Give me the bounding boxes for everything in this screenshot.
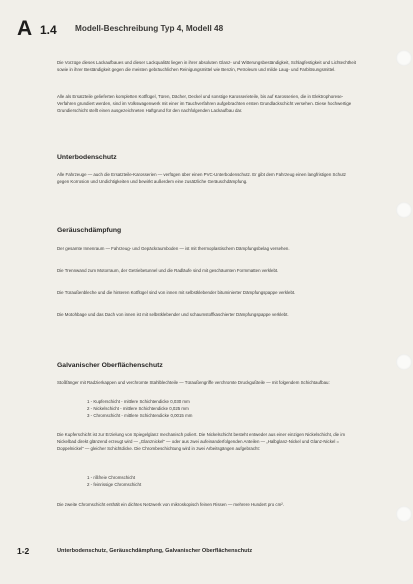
heading-unterbodenschutz: Unterbodenschutz	[57, 154, 117, 161]
layer-item-nickel: 2 - Nickelschicht - mittlere Schichtendicke 0,025 mm	[87, 406, 189, 411]
unterbodenschutz-paragraph: Alle Fahrzeuge — auch die Ersatzteile-Karosserien — verfügen über einen PVC-Unterbodenschutz. Er gibt dem Fahrzeug einen langfristigen Schutz gegen Korrosion und Undichtigkeiten und bewirkt außerdem eine zusätzliche Geräuschdämpfung.	[57, 172, 346, 184]
chrome-item-1: 1 - rißfreie Chromschicht	[87, 475, 136, 480]
footer-title: Unterbodenschutz, Geräuschdämpfung, Galvanischer Oberflächenschutz	[57, 548, 253, 554]
intro-paragraph-1: Die Vorzüge dieses Lackaufbaues und dieser Lackqualität liegen in ihrer absoluten Glanz- und Witterungsbeständigkeit, Schlagfestigkeit und Lichtechtheit sowie in ihrer Beständigkeit gegen die meisten gebräuchlichen Reinigungsmittel wie Benzin, Petroleum und milde Laug- und Farblösungsmittel.	[57, 60, 356, 72]
section-letter: A	[17, 17, 32, 40]
layer-item-chrome: 3 - Chromschicht - mittlere Schichtendicke 0,0015 mm	[87, 413, 193, 418]
heading-geraeuschdaempfung: Geräuschdämpfung	[57, 227, 122, 234]
page-title: Modell-Beschreibung Typ 4, Modell 48	[75, 24, 224, 33]
geraeusch-paragraph-4: Die Motohbage und das Dach von innen ist mit selbstklebender und schaumstoffkaschierter Dämpfungspappe verklebt.	[57, 312, 289, 317]
chrome-item-2: 2 - feinrissige Chromschicht	[87, 482, 142, 487]
binder-hole-icon	[396, 354, 412, 370]
geraeusch-paragraph-3: Die Türaußenbleche und die hinteren Kotflügel sind von innen mit selbstklebender bituminierter Dämpfungspappe verklebt.	[57, 290, 296, 295]
binder-holes	[393, 0, 413, 584]
layer-item-copper: 1 - Kupferschicht - mittlere Schichtendicke 0,030 mm	[87, 399, 190, 404]
intro-paragraph-2: Alle als Ersatzteile gelieferten kompletten Kotflügel, Türen, Dächer, Deckel und sonstige Karosserieteile, bis auf Karosserien, die in Elektrophorese-Verfahren grundiert werden, sind im Volkswagenwerk mit einer im Tauchverfahren aufgebrachten ersten Grundlackschicht versehen. Diese hochwertige Grundierschicht stellt einen ausgezeichneten Haftgrund für den nachfolgenden Lackaufbau dar.	[57, 94, 352, 113]
heading-galvanischer-schutz: Galvanischer Oberflächenschutz	[57, 362, 163, 369]
page-number: 1-2	[17, 546, 30, 556]
geraeusch-paragraph-1: Der gesamte Innenraum — Fahrzeug- und Gepäckraumboden — ist mit thermoplastischem Dämpfungsbelag versehen.	[57, 246, 290, 251]
galvanik-middle-paragraph: Die Kupferschicht ist zur Erzielung von Spiegelglanz mechanisch poliert. Die Nickelschicht besteht entweder aus einer einzigen Nickelschicht, die im Nickelbad direkt glänzend erzeugt wird — „Glanznickel" — oder aus zwei aufeinanderfolgenden Anteilen — „Halbglanz-Nickel und Glanz-Nickel = Doppelnickel" — gleicher Schichtdicke. Die Chrombeschichtung wird in zwei Arbeitsgängen aufgebracht:	[57, 432, 345, 451]
binder-hole-icon	[396, 50, 412, 66]
binder-hole-icon	[396, 202, 412, 218]
section-number: 1.4	[40, 23, 57, 37]
galvanik-intro: Stoßfänger mit Radzierkappen und verchromte Stahlblechteile — Türaußengriffe verchromte Druckgußteile — mit folgendem Schichtaufbau:	[57, 380, 330, 385]
binder-hole-icon	[396, 506, 412, 522]
galvanik-closing-paragraph: Die zweite Chromschicht enthält ein dichtes Netzwerk von mikroskopisch feinen Rissen — mehrere Hundert pro cm².	[57, 502, 284, 507]
geraeusch-paragraph-2: Die Trennwand zum Motorraum, der Getriebetunnel und die Radläufe sind mit geschäumten Formmatten verklebt.	[57, 268, 279, 273]
